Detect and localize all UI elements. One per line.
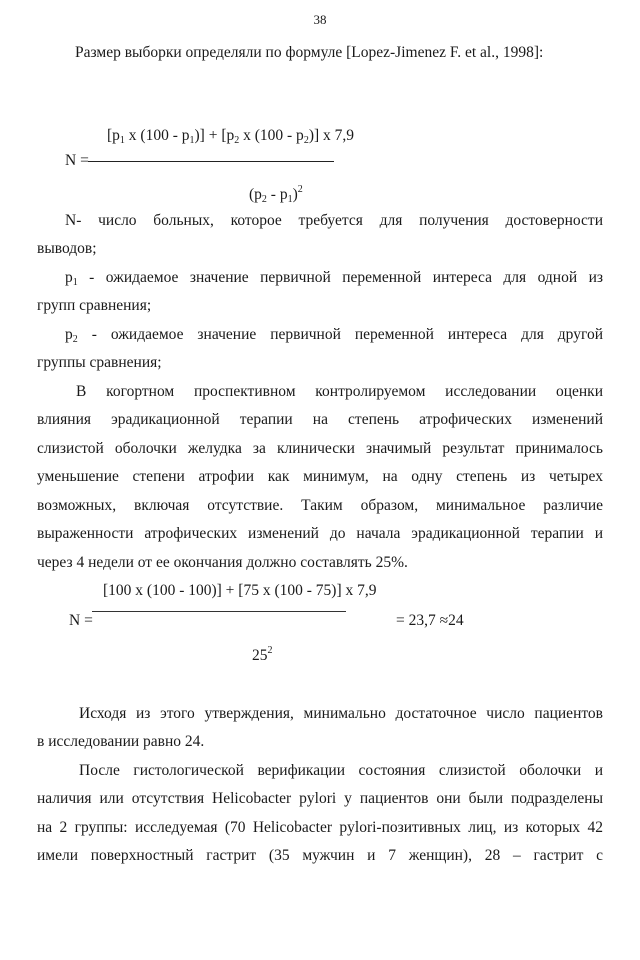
- formula1-fraction-bar: [88, 161, 334, 162]
- formula2-result: = 23,7 ≈24: [396, 612, 464, 629]
- para3-line: на 2 группы: исследуемая (70 Helicobacter pylori-позитивных лиц, из которых 42: [37, 819, 603, 836]
- def-n-line2: выводов;: [37, 240, 97, 257]
- def-p1-line1: $p_1$ - ожидаемое значение первичной переменной интереса для одной из: [65, 269, 603, 288]
- para1-line: уменьшение степени атрофии как минимум, на одну степень из четырех: [37, 468, 603, 485]
- formula2-fraction-bar: [92, 611, 346, 612]
- para3-line: наличия или отсутствия Helicobacter pylori у пациентов они были подразделены: [37, 790, 603, 807]
- para3-line: имели поверхностный гастрит (35 мужчин и 7 женщин), 28 – гастрит с: [37, 847, 603, 864]
- para1-line: возможных, включая отсутствие. Таким образом, минимальное различие: [37, 497, 603, 514]
- formula2-denominator: $25^2$: [252, 645, 273, 664]
- def-p2-line2: группы сравнения;: [37, 354, 162, 371]
- para1-line: выраженности атрофических изменений до начала эрадикационной терапии и: [37, 525, 603, 542]
- def-n-line1: N- число больных, которое требуется для получения достоверности: [65, 212, 603, 229]
- para2-line: в исследовании равно 24.: [37, 733, 205, 750]
- formula1-numerator: [$p_1$ x $(100 - p_1)] + [p_2$ x $(100 - p_2)$] x 7,9: [107, 127, 355, 146]
- para1-line: слизистой оболочки желудка за клинически значимый результат принималось: [37, 440, 603, 457]
- formula2-numerator: [100 x (100 - 100)] + [75 x (100 - 75)] x 7,9: [103, 582, 377, 599]
- page-number: 38: [313, 12, 327, 27]
- intro-line: Размер выборки определяли по формуле [Lopez-Jimenez F. et al., 1998]:: [75, 44, 544, 61]
- def-p1-line2: групп сравнения;: [37, 297, 152, 314]
- para1-line: влияния эрадикационной терапии на степень атрофических изменений: [37, 411, 603, 428]
- formula1-lhs: N =: [65, 152, 89, 169]
- para1-line: В когортном проспективном контролируемом исследовании оценки: [76, 383, 603, 400]
- para1-line: через 4 недели от ее окончания должно составлять 25%.: [37, 554, 408, 571]
- para2-line: Исходя из этого утверждения, минимально достаточное число пациентов: [79, 705, 603, 722]
- formula1-denominator: $(p_2 - p_1)^2$: [249, 184, 303, 205]
- def-p2-line1: $p_2$ - ожидаемое значение первичной переменной интереса для другой: [65, 326, 603, 345]
- formula2-lhs: N =: [69, 612, 93, 629]
- para3-line: После гистологической верификации состояния слизистой оболочки и: [79, 762, 603, 779]
